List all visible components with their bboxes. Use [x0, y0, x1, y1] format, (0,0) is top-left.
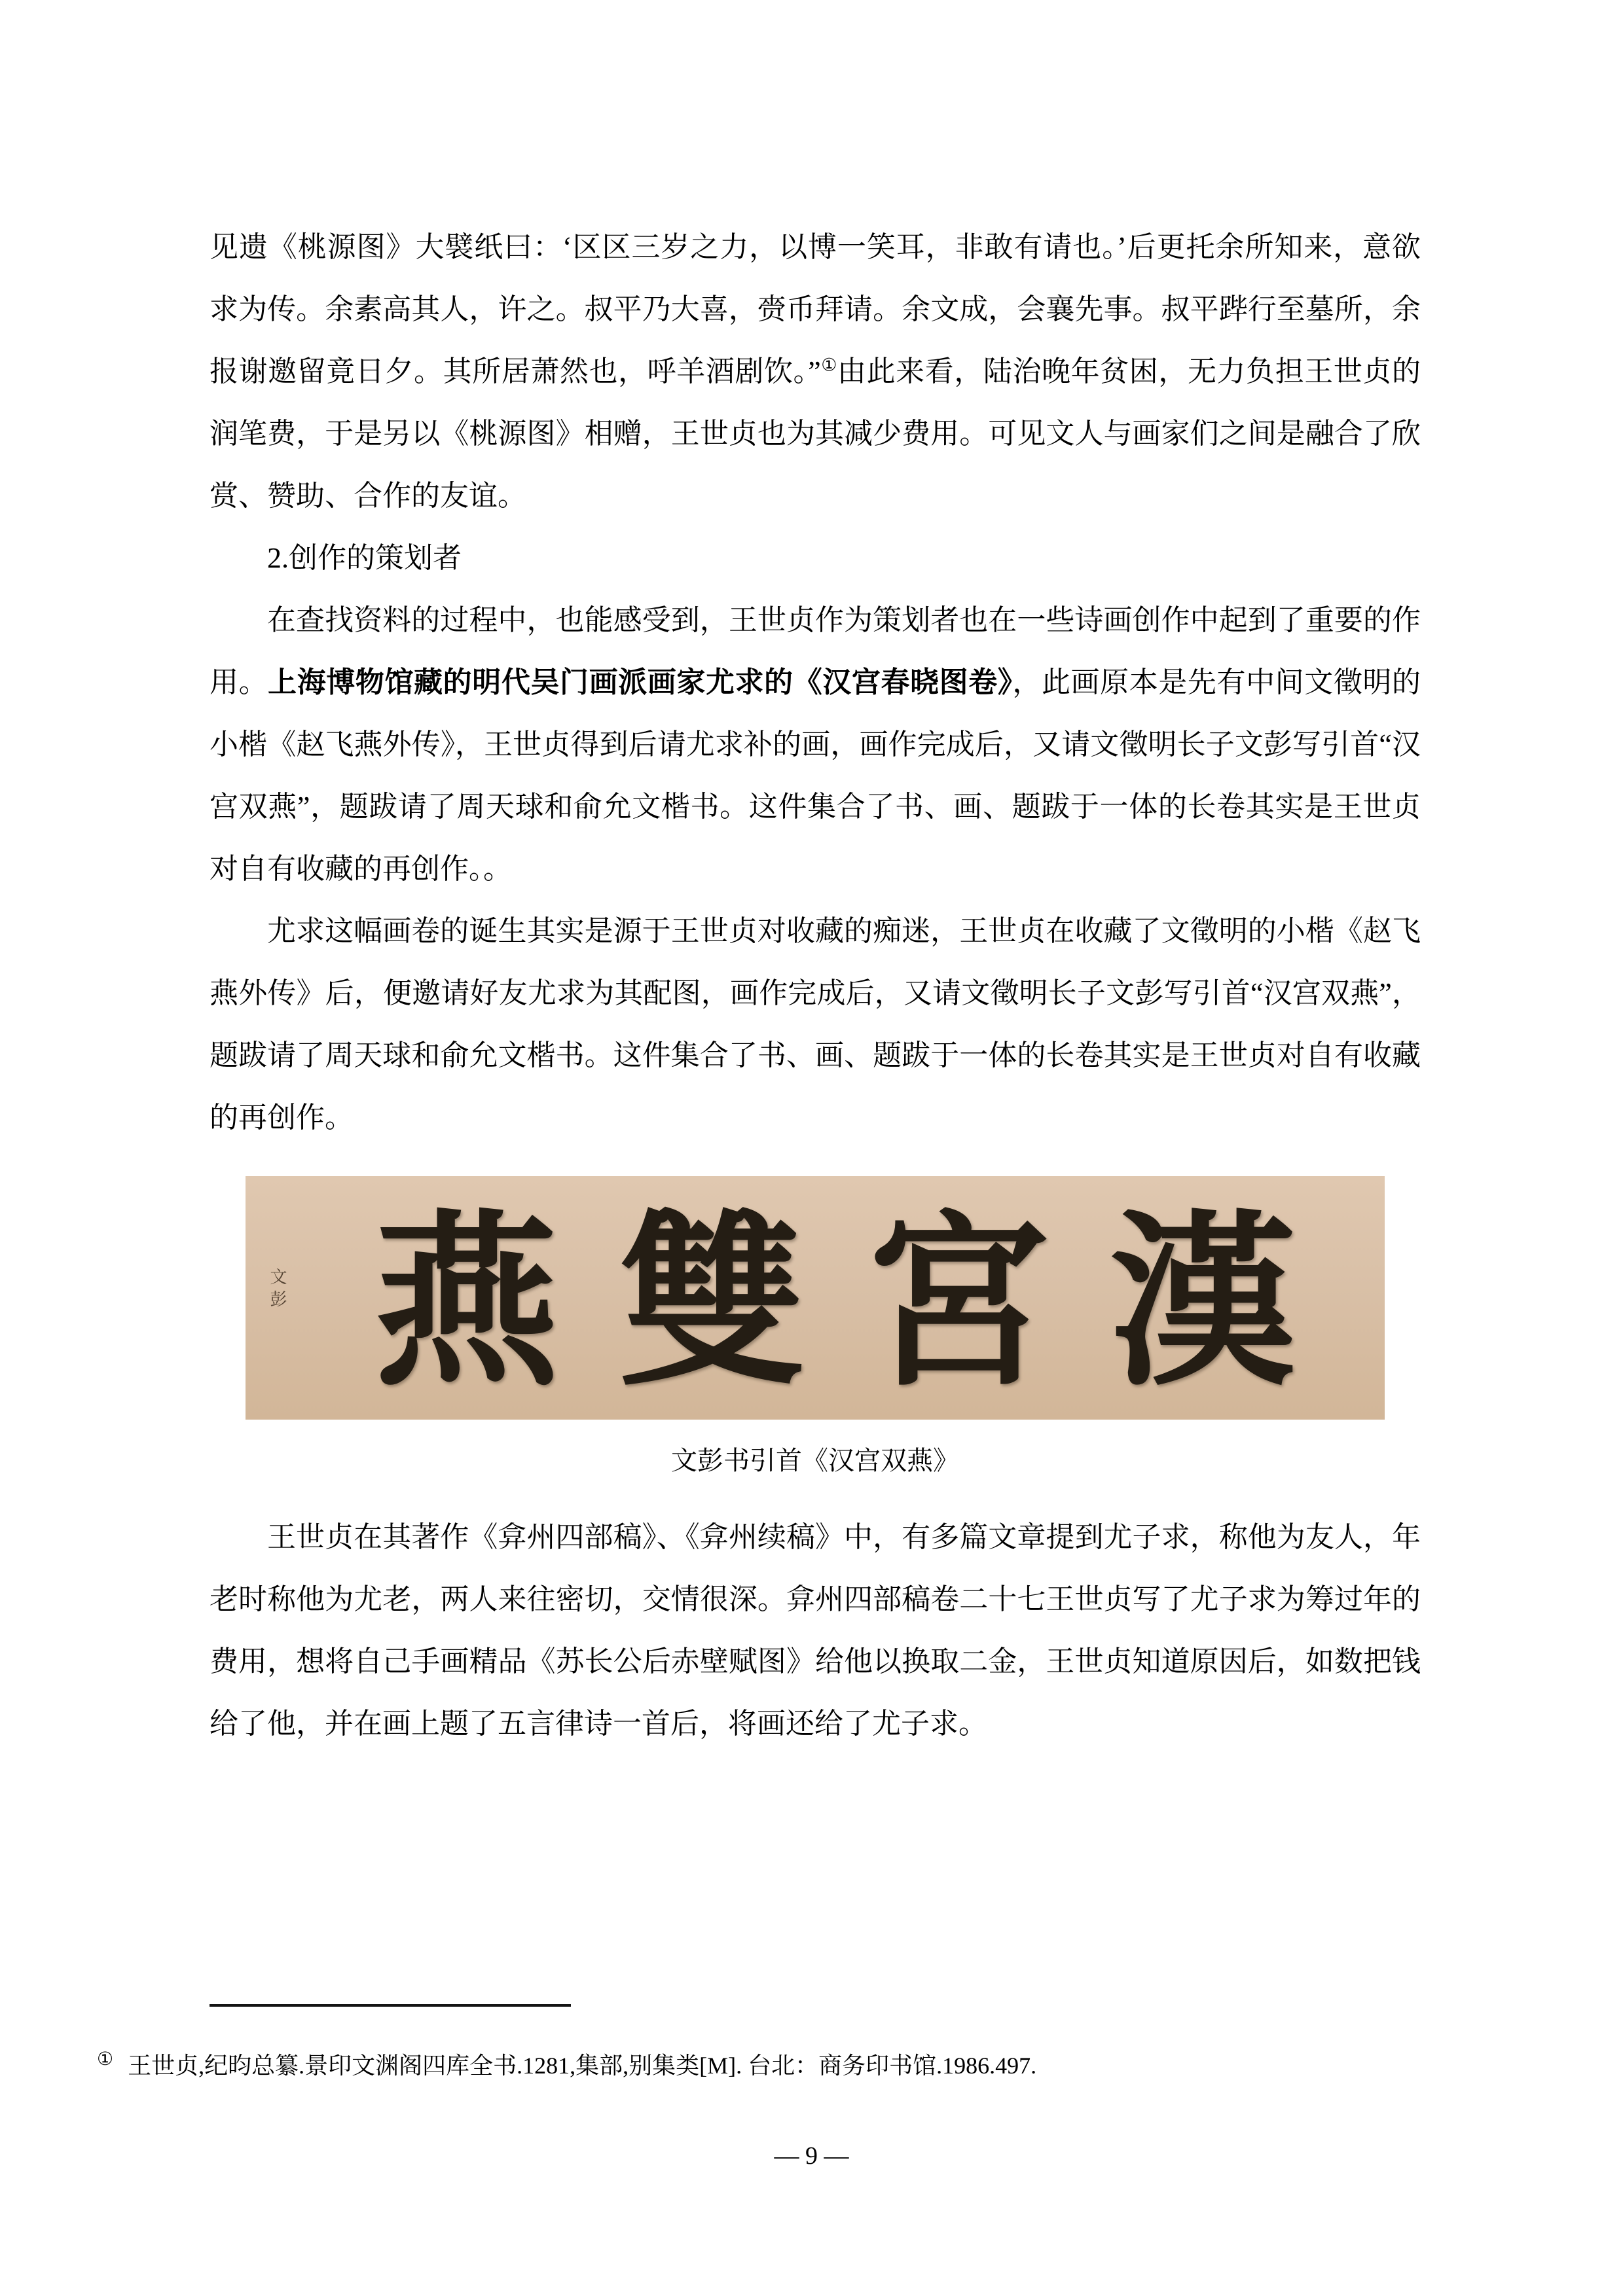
calligraphy-character-han: 漢	[1110, 1200, 1296, 1408]
paragraph-scroll-origin	[210, 900, 1421, 1149]
footnote-reference-mark: ①	[820, 355, 838, 375]
paragraph-youziqiu	[210, 1506, 1421, 1755]
calligraphy-image	[246, 1176, 1385, 1420]
footnote-marker: ①	[97, 2049, 114, 2070]
paragraph-text: 由此来看，陆治晚年贫困，无力负担王世贞的润笔费，于是另以《桃源图》相赠，王世贞也为其减少费用。可见文人与画家们之间是融合了欣赏、赞助、合作的友谊。	[210, 355, 1421, 512]
footnote-text: 王世贞,纪昀总纂.景印文渊阁四库全书.1281,集部,别集类[M]. 台北：商务印书馆.1986.497.	[128, 2053, 1037, 2079]
calligraphy-character-yan: 燕	[373, 1200, 560, 1408]
page-number: — 9 —	[774, 2142, 849, 2170]
paragraph-hangong-chunxiao	[210, 589, 1421, 900]
paragraph-text: 在查找资料的过程中，也能感受到，王世贞作为策划者也在一些诗画创作中起到了重要的作用。	[210, 604, 1421, 698]
footnote	[97, 2047, 1544, 2084]
paragraph-text: 尤求这幅画卷的诞生其实是源于王世贞对收藏的痴迷，王世贞在收藏了文徵明的小楷《赵飞燕外传》后，便邀请好友尤求为其配图，画作完成后，又请文徵明长子文彭写引首“汉宫双燕”，题跋请了周天球和俞允文楷书。这件集合了书、画、题跋于一体的长卷其实是王世贞对自有收藏的再创作。	[210, 915, 1421, 1134]
paragraph-text: 王世贞在其著作《弇州四部稿》、《弇州续稿》中，有多篇文章提到尤子求，称他为友人，年老时称他为尤老，两人来往密切，交情很深。弇州四部稿卷二十七王世贞写了尤子求为筹过年的费用，想将自己手画精品《苏长公后赤壁赋图》给他以换取二金，王世贞知道原因后，如数把钱给了他，并在画上题了五言律诗一首后，将画还给了尤子求。	[210, 1521, 1421, 1740]
calligraphy-character-gong: 宮	[864, 1200, 1051, 1408]
paragraph-text: 见遗《桃源图》大襞纸曰：‘区区三岁之力，以博一笑耳，非敢有请也。’后更托余所知来，意欲求为传。余素高其人，许之。叔平乃大喜，赍币拜请。余文成，会襄先事。叔平跸行至墓所，余报谢邀留竟日夕。其所居萧然也，呼羊酒剧饮。”	[210, 231, 1421, 387]
section-heading-text: 2.创作的策划者	[267, 542, 462, 574]
page-body	[210, 216, 1421, 1755]
section-heading-2	[210, 527, 1421, 589]
paragraph-text: ，此画原本是先有中间文徵明的小楷《赵飞燕外传》，王世贞得到后请尤求补的画，画作完成后，又请文徵明长子文彭写引首“汉宫双燕”，题跋请了周天球和俞允文楷书。这件集合了书、画、题跋于一体的长卷其实是王世贞对自有收藏的再创作。。	[210, 666, 1421, 885]
bold-artwork-title: 上海博物馆藏的明代吴门画派画家尤求的《汉宫春晓图卷》	[268, 666, 1013, 698]
footnote-separator	[210, 2004, 571, 2007]
calligraphy-character-shuang: 雙	[619, 1200, 805, 1408]
calligraphy-signature: 文彭	[268, 1268, 287, 1312]
figure-caption	[210, 1441, 1421, 1481]
figure-caption-text: 文彭书引首《汉宫双燕》	[671, 1446, 959, 1475]
paragraph-quote-luzhi	[210, 216, 1421, 527]
